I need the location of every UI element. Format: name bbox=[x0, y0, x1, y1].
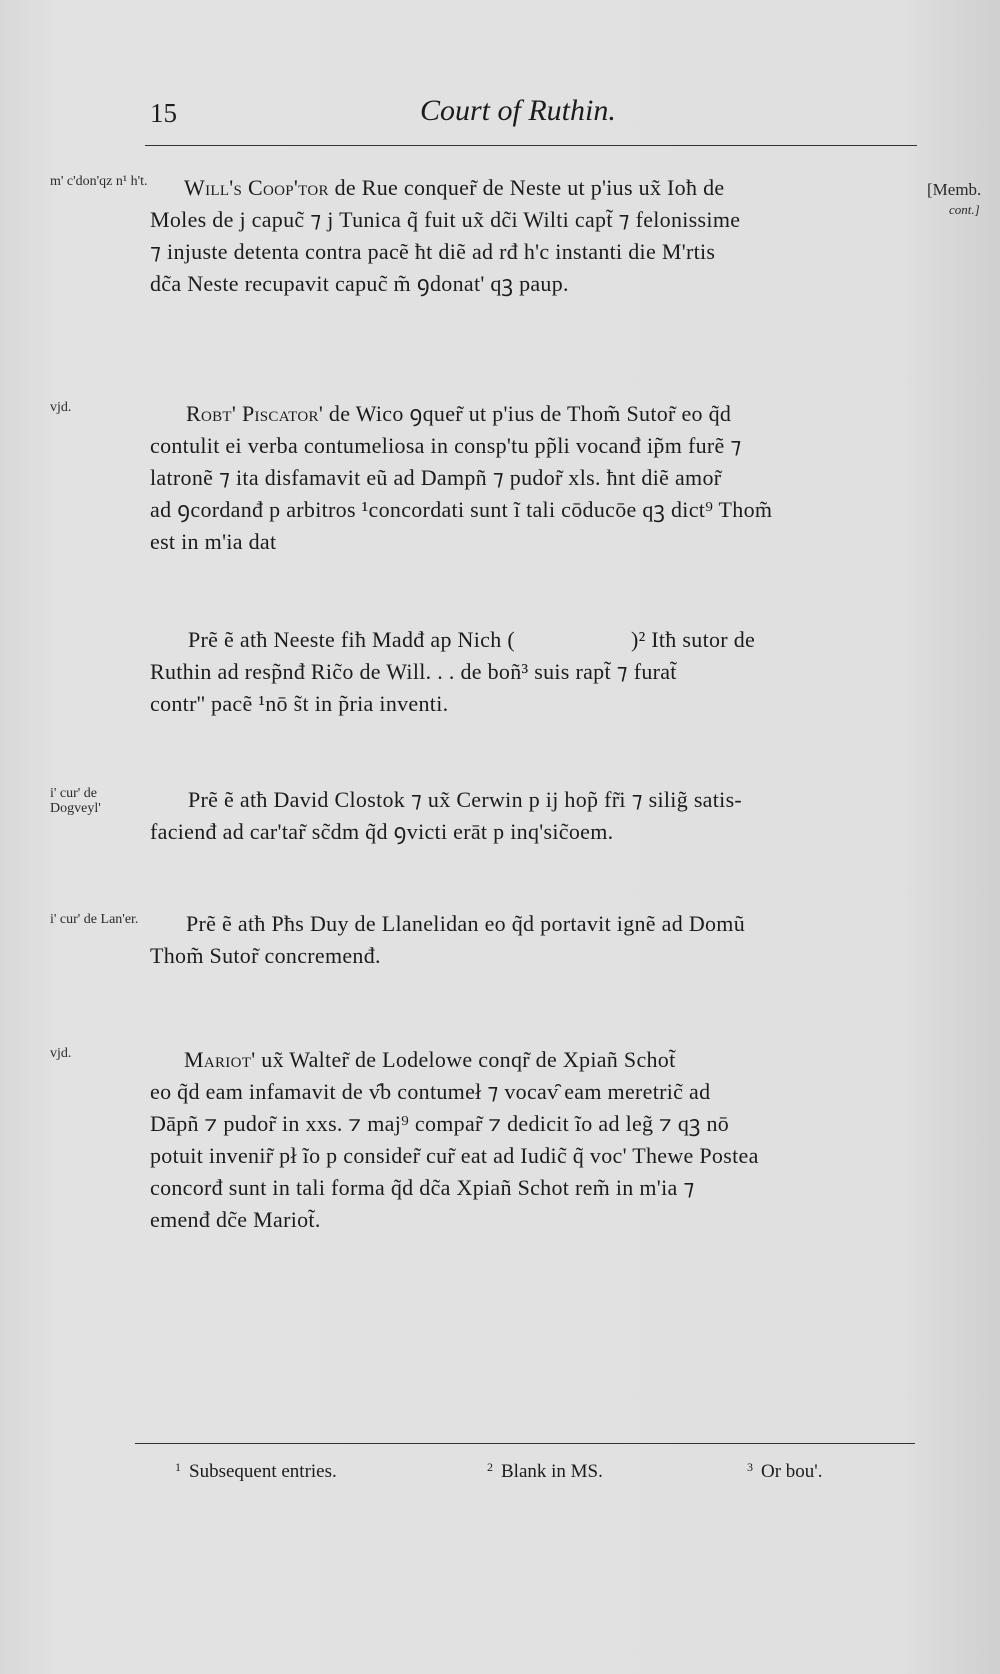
entry-text bbox=[150, 398, 915, 558]
entry-text bbox=[150, 908, 915, 972]
margin-note: m' c'don'qz n¹ h't. bbox=[50, 174, 148, 189]
membrane-label: [Memb. bbox=[927, 180, 982, 199]
entry-line: contr'' pacẽ ¹nō s̃t in p̃ria inventi. bbox=[150, 691, 449, 716]
header-rule bbox=[145, 145, 917, 146]
entry-line: Moles de j capuc̃ ⁊ j Tunica q̃ fuit ux̃ dc̃i Wilti capt̃ ⁊ felonissime bbox=[150, 207, 741, 232]
page-number: 15 bbox=[150, 98, 177, 128]
margin-note: vjd. bbox=[50, 400, 72, 415]
entry-line: Prẽ ẽ atħ Pħs Duy de Llanelidan eo q̃d portavit ignẽ ad Domũ bbox=[186, 911, 746, 936]
footnote: $^1$ Subsequent entries. bbox=[175, 1460, 337, 1482]
margin-note: vjd. bbox=[50, 1046, 72, 1061]
footnote: $^2$ Blank in MS. bbox=[487, 1460, 603, 1482]
entry-lead: Will's Coop'tor bbox=[184, 175, 329, 200]
entry-line: Thom̃ Sutor̃ concremenđ. bbox=[150, 943, 381, 968]
entry-text bbox=[150, 624, 915, 720]
entry-text bbox=[150, 172, 915, 300]
entry-text bbox=[150, 784, 915, 848]
margin-note: i' cur' de Lan'er. bbox=[50, 912, 139, 927]
membrane-note bbox=[927, 180, 981, 220]
footnote-mark: 2 bbox=[487, 1460, 493, 1474]
entry-line-1: Will's Coop'tor de Rue conquer̃ de Neste ut p'ius ux̃ Ioħ de bbox=[184, 175, 725, 200]
entry-line: latronẽ ⁊ ita disfamavit eũ ad Dampñ ⁊ pudor̃ xls. ħnt diẽ amor̃ bbox=[150, 465, 722, 490]
entry-line-1: Robt' Piscator' de Wico ꝯquer̃ ut p'ius de Thom̃ Sutor̃ eo q̃d bbox=[186, 401, 732, 426]
footnotes bbox=[175, 1460, 915, 1500]
entry-line-1: Mariot' ux̃ Walter̃ de Lodelowe conqr̃ de Xpiañ Schot̃ bbox=[184, 1047, 676, 1072]
entry-line: dc̃a Neste recupavit capuc̃ m̃ ꝯdonat' qꝫ paup. bbox=[150, 271, 569, 296]
entry-line: Prẽ ẽ atħ David Clostok ⁊ ux̃ Cerwin p ij hop̃ fr̃i ⁊ silig̃ satis- bbox=[188, 787, 743, 812]
entry-line: facienđ ad car'tar̃ sc̃dm q̃d ꝯvicti erāt p inq'sic̃oem. bbox=[150, 819, 614, 844]
entry-line: concorđ sunt in tali forma q̃d dc̃a Xpiañ Schot rem̃ in m'ia ⁊ bbox=[150, 1175, 695, 1200]
entry-lead: Robt' Piscator' bbox=[186, 401, 324, 426]
footnote-rule bbox=[135, 1443, 915, 1444]
entry-line: eo q̃d eam infamavit de v̑b contumeł ⁊ vocav̑ eam meretric̃ ad bbox=[150, 1079, 711, 1104]
entry-line: potuit invenir̃ pł ĩo p consider̃ cur̃ eat ad Iudic̃ q̃ voc' Thewe Postea bbox=[150, 1143, 759, 1168]
running-title: Court of Ruthin. bbox=[420, 94, 616, 127]
footnote-mark: 1 bbox=[175, 1460, 181, 1474]
entry-line: Ruthin ad resp̃nđ Ric̃o de Will. . . de boñ³ suis rapt̃ ⁊ furat̃ bbox=[150, 659, 677, 684]
footnote-mark: 3 bbox=[747, 1460, 753, 1474]
entry-line: contulit ei verba contumeliosa in consp'tu pp̃li vocanđ ip̃m furẽ ⁊ bbox=[150, 433, 742, 458]
entry-lead: Mariot' bbox=[184, 1047, 256, 1072]
entry-line: ⁊ injuste detenta contra pacẽ ħt diẽ ad rđ h'c instanti die M'rtis bbox=[150, 239, 716, 264]
entry-line: Prẽ ẽ atħ Neeste fiħ Madđ ap Nich ( )² Itħ sutor de bbox=[188, 627, 756, 652]
footnote: $^3$ Or bou'. bbox=[747, 1460, 823, 1482]
membrane-cont: cont.] bbox=[949, 202, 980, 217]
entry-line: emenđ dc̃e Mariot̃. bbox=[150, 1207, 321, 1232]
entry-line: est in m'ia dat bbox=[150, 529, 277, 554]
entry-line: ad ꝯcordanđ p arbitros ¹concordati sunt ĩ tali cōducōe qꝫ dict⁹ Thom̃ bbox=[150, 497, 773, 522]
page-header bbox=[150, 92, 920, 142]
entry-line: Dāpñ ⁊ pudor̃ in xxs. ⁊ maj⁹ compar̃ ⁊ dedicit ĩo ad leg̃ ⁊ qꝫ nō bbox=[150, 1111, 730, 1136]
margin-note: i' cur' de Dogveyl' bbox=[50, 786, 101, 816]
entry-text bbox=[150, 1044, 915, 1236]
